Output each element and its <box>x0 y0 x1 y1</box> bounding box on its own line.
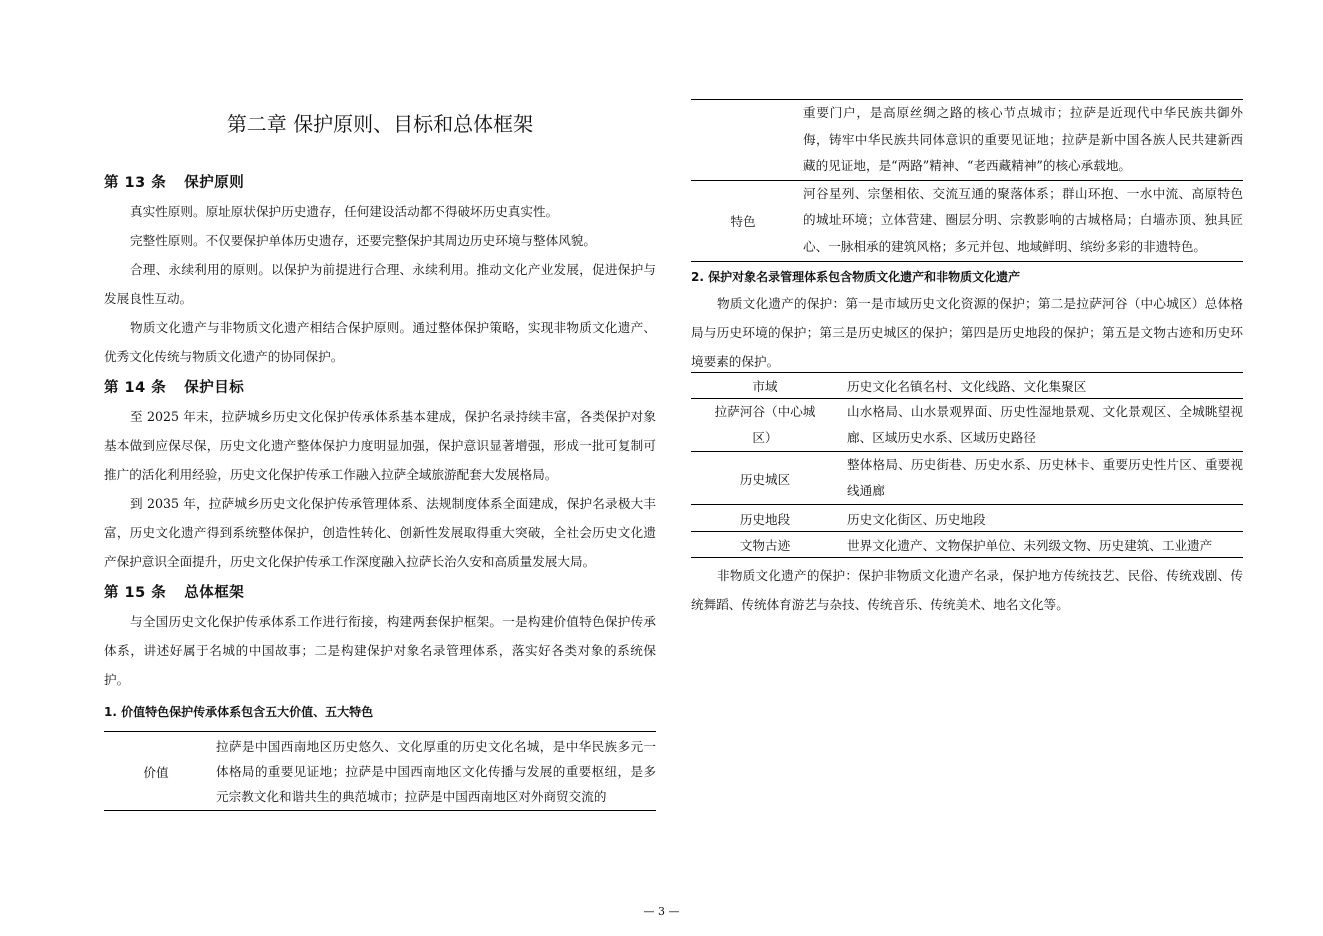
paragraph: 合理、永续利用的原则。以保护为前提进行合理、永续利用。推动文化产业发展，促进保护与发展良性互动。 <box>104 262 656 306</box>
table-row <box>104 732 656 811</box>
paragraph: 物质文化遗产与非物质文化遗产相结合保护原则。通过整体保护策略，实现非物质文化遗产、优秀文化传统与物质文化遗产的协同保护。 <box>104 320 656 364</box>
table-key-cell: 历史城区 <box>739 471 791 487</box>
article-number: 第 15 条 <box>104 585 167 601</box>
table-value-cell: 世界文化遗产、文物保护单位、未列级文物、历史建筑、工业遗产 <box>847 538 1213 553</box>
value-table <box>104 731 656 811</box>
table-row <box>691 532 1243 558</box>
chapter-title: 第二章 保护原则、目标和总体框架 <box>226 112 534 136</box>
table-key-cell: 拉萨河谷（中心城区） <box>714 404 816 445</box>
paragraph: 非物质文化遗产的保护：保护非物质文化遗产名录，保护地方传统技艺、民俗、传统戏剧、传统舞蹈、传统体育游艺与杂技、传统音乐、传统美术、地名文化等。 <box>691 568 1243 612</box>
table-key-cell: 价值 <box>143 764 169 780</box>
article-15-heading <box>104 581 244 602</box>
article-title: 总体框架 <box>184 585 245 601</box>
page-number: — 3 — <box>643 905 680 918</box>
levels-table <box>691 372 1243 558</box>
table-key-cell: 市域 <box>752 379 778 394</box>
paragraph: 真实性原则。原址原状保护历史遗存，任何建设活动都不得破坏历史真实性。 <box>130 204 559 219</box>
article-title: 保护原则 <box>184 175 245 191</box>
article-number: 第 14 条 <box>104 380 167 396</box>
table-row <box>691 399 1243 452</box>
table-row <box>691 452 1243 505</box>
table-value-cell: 河谷星列、宗堡相依、交流互通的聚落体系；群山环抱、一水中流、高原特色的城址环境；立体营建、圈层分明、宗教影响的古城格局；白墙赤顶、独具匠心、一脉相承的建筑风格；多元并包、地域鲜明、缤纷多彩的非遗特色。 <box>803 185 1243 254</box>
table-value-cell: 历史文化街区、历史地段 <box>847 511 986 527</box>
table-key-cell: 特色 <box>730 214 756 229</box>
table-key-cell: 文物古迹 <box>739 538 791 553</box>
paragraph: 物质文化遗产的保护：第一是市域历史文化资源的保护；第二是拉萨河谷（中心城区）总体格局与历史环境的保护；第三是历史城区的保护；第四是历史地段的保护；第五是文物古迹和历史环境要素的保护。 <box>691 296 1243 369</box>
subheading-1: 1. 价值特色保护传承体系包含五大价值、五大特色 <box>104 705 374 719</box>
subheading-2: 2. 保护对象名录管理体系包含物质文化遗产和非物质文化遗产 <box>691 270 1021 284</box>
table-value-cell: 整体格局、历史街巷、历史水系、历史林卡、重要历史性片区、重要视线通廊 <box>847 457 1243 498</box>
paragraph: 与全国历史文化保护传承体系工作进行衔接，构建两套保护框架。一是构建价值特色保护传承体系，讲述好属于名城的中国故事；二是构建保护对象名录管理体系，落实好各类对象的系统保护。 <box>104 614 656 687</box>
paragraph: 至 2025 年末，拉萨城乡历史文化保护传承体系基本建成，保护名录持续丰富，各类保护对象基本做到应保尽保，历史文化遗产整体保护力度明显加强，保护意识显著增强，形成一批可复制可推广的活化利用经验，历史文化保护传承工作融入拉萨全域旅游配套大发展格局。 <box>104 409 656 482</box>
table-value-cell: 重要门户，是高原丝绸之路的核心节点城市；拉萨是近现代中华民族共御外侮，铸牢中华民族共同体意识的重要见证地；拉萨是新中国各族人民共建新西藏的见证地，是“两路”精神、“老西藏精神”的核心承载地。 <box>803 105 1243 173</box>
article-14-heading <box>104 376 244 397</box>
table-row <box>691 100 1243 181</box>
table-row <box>691 505 1243 532</box>
article-13-heading <box>104 171 244 192</box>
table-value-cell: 历史文化名镇名村、文化线路、文化集聚区 <box>847 379 1087 394</box>
table-key-cell: 历史地段 <box>739 511 791 527</box>
table-key-cell <box>691 100 795 181</box>
value-table-continued <box>691 99 1243 262</box>
table-row <box>691 373 1243 399</box>
table-value-cell: 山水格局、山水景观界面、历史性湿地景观、文化景观区、全城眺望视廊、区域历史水系、区域历史路径 <box>847 404 1243 445</box>
article-number: 第 13 条 <box>104 175 167 191</box>
paragraph: 到 2035 年，拉萨城乡历史文化保护传承管理体系、法规制度体系全面建成，保护名录极大丰富，历史文化遗产得到系统整体保护，创造性转化、创新性发展取得重大突破，全社会历史文化遗产保护意识全面提升，历史文化保护传承工作深度融入拉萨长治久安和高质量发展大局。 <box>104 496 656 569</box>
table-value-cell: 拉萨是中国西南地区历史悠久、文化厚重的历史文化名城，是中华民族多元一体格局的重要见证地；拉萨是中国西南地区文化传播与发展的重要枢纽，是多元宗教文化和谐共生的典范城市；拉萨是中国西南地区对外商贸交流的 <box>216 738 656 804</box>
table-row <box>691 180 1243 261</box>
article-title: 保护目标 <box>184 380 245 396</box>
paragraph: 完整性原则。不仅要保护单体历史遗存，还要完整保护其周边历史环境与整体风貌。 <box>130 233 596 248</box>
